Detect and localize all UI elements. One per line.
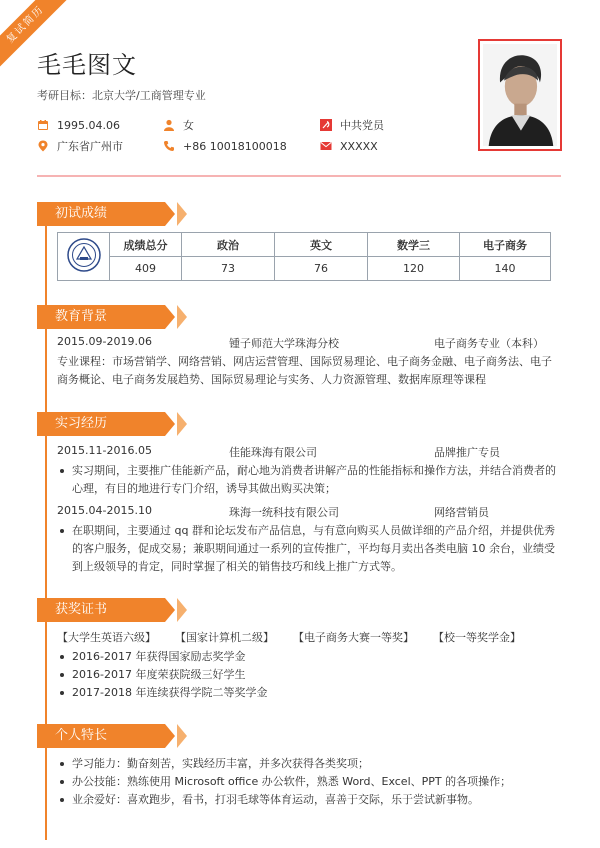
score-header-politics: 政治 [182,233,275,257]
job-company: 佳能珠海有限公司 [229,446,317,459]
education-row [57,335,557,351]
score-header-total: 成绩总分 [110,233,182,257]
trait-item: 办公技能：熟练使用 Microsoft office 办公软件，熟悉 Word、Excel、PPT 的各项操作； [57,773,561,791]
award-item: 2016-2017 年获得国家励志奖学金 [57,648,561,666]
calendar-icon [37,119,49,131]
header-arrow [165,598,175,622]
location-pin-icon [37,140,49,152]
header-arrow-secondary [177,305,187,329]
certificate-tag: 【校一等奖学金】 [433,631,521,644]
gender-value: 女 [183,119,194,132]
location-value: 广东省广州市 [57,140,123,153]
score-header-ecommerce: 电子商务 [460,233,551,257]
job-description: 实习期间，主要推广佳能新产品，耐心地为消费者讲解产品的性能指标和操作方法，并结合消费者的心理，有目的地进行专门介绍，诱导其做出购买决策； [57,462,561,498]
ribbon-label: 复试简历 [0,0,76,75]
score-value-total: 409 [110,257,182,281]
section-title-education: 教育背景 [37,305,165,329]
info-phone [163,138,287,154]
trait-item: 业余爱好：喜欢跑步，看书，打羽毛球等体育运动，喜善于交际，乐于尝试新事物。 [57,791,561,809]
phone-icon [163,140,175,152]
education-courses: 专业课程：市场营销学、网络营销、网店运营管理、国际贸易理论、电子商务金融、电子商务法、电子商务概论、电子商务发展趋势、国际贸易理论与实务、人力资源管理、数据库原理等课程 [57,355,552,386]
info-birthday [37,117,120,133]
score-value-math: 120 [368,257,460,281]
job-period: 2015.11-2016.05 [57,444,152,457]
header-arrow-secondary [177,598,187,622]
info-email [320,138,378,154]
header-arrow-secondary [177,412,187,436]
job-description-list [57,522,561,576]
header-arrow [165,412,175,436]
job-role: 品牌推广专员 [434,446,500,459]
header-divider [37,175,561,177]
mail-icon [320,140,332,152]
certificate-tag: 【电子商务大赛一等奖】 [293,631,414,644]
party-emblem-icon [320,119,332,131]
info-politics [320,117,384,133]
award-list [57,648,561,702]
info-location [37,138,123,154]
job-description: 在职期间，主要通过 qq 群和论坛发布产品信息，与有意向购买人员做详细的产品介绍，并提供优秀的客户服务，促成交易；兼职期间通过一系列的宣传推广，平均每月卖出各类电脑 10 余台，业绩受到上级领导的肯定，同时掌握了相关的销售技巧和线上推广方式等。 [57,522,561,576]
profile-photo [478,39,562,151]
section-title-scores: 初试成绩 [37,202,165,226]
section-title-awards: 获奖证书 [37,598,165,622]
school-seal-cell [58,233,110,281]
section-title-internship: 实习经历 [37,412,165,436]
traits-list [57,755,561,809]
job-row [57,444,557,460]
email-value: XXXXX [340,139,378,153]
info-gender [163,117,194,133]
exam-target: 考研目标：北京大学/工商管理专业 [37,89,206,102]
header-arrow [165,305,175,329]
phone-value: +86 10018100018 [183,139,287,153]
score-value-english: 76 [275,257,368,281]
school-seal-icon [67,238,101,272]
award-item: 2016-2017 年度荣获院级三好学生 [57,666,561,684]
job-description-list [57,462,561,498]
certificate-tag: 【大学生英语六级】 [57,631,156,644]
award-item: 2017-2018 年连续获得学院二等奖学金 [57,684,561,702]
birthday-value: 1995.04.06 [57,118,120,132]
candidate-name: 毛毛图文 [37,51,137,79]
certificate-tag: 【国家计算机二级】 [175,631,274,644]
job-period: 2015.04-2015.10 [57,504,152,517]
job-company: 珠海一统科技有限公司 [229,506,339,519]
header-arrow-secondary [177,202,187,226]
trait-item: 学习能力：勤奋刻苦，实践经历丰富，并多次获得各类奖项； [57,755,561,773]
header-arrow [165,724,175,748]
score-value-politics: 73 [182,257,275,281]
score-value-ecommerce: 140 [460,257,551,281]
score-table [57,232,551,281]
header-arrow-secondary [177,724,187,748]
score-header-english: 英文 [275,233,368,257]
score-header-math: 数学三 [368,233,460,257]
education-school: 锺子师范大学珠海分校 [229,337,339,350]
certificate-tags [57,629,540,645]
header-arrow [165,202,175,226]
politics-value: 中共党员 [340,119,384,132]
person-icon [163,119,175,131]
education-major: 电子商务专业（本科） [434,337,544,350]
section-title-traits: 个人特长 [37,724,165,748]
job-row [57,504,557,520]
job-role: 网络营销员 [434,506,489,519]
education-period: 2015.09-2019.06 [57,335,152,348]
